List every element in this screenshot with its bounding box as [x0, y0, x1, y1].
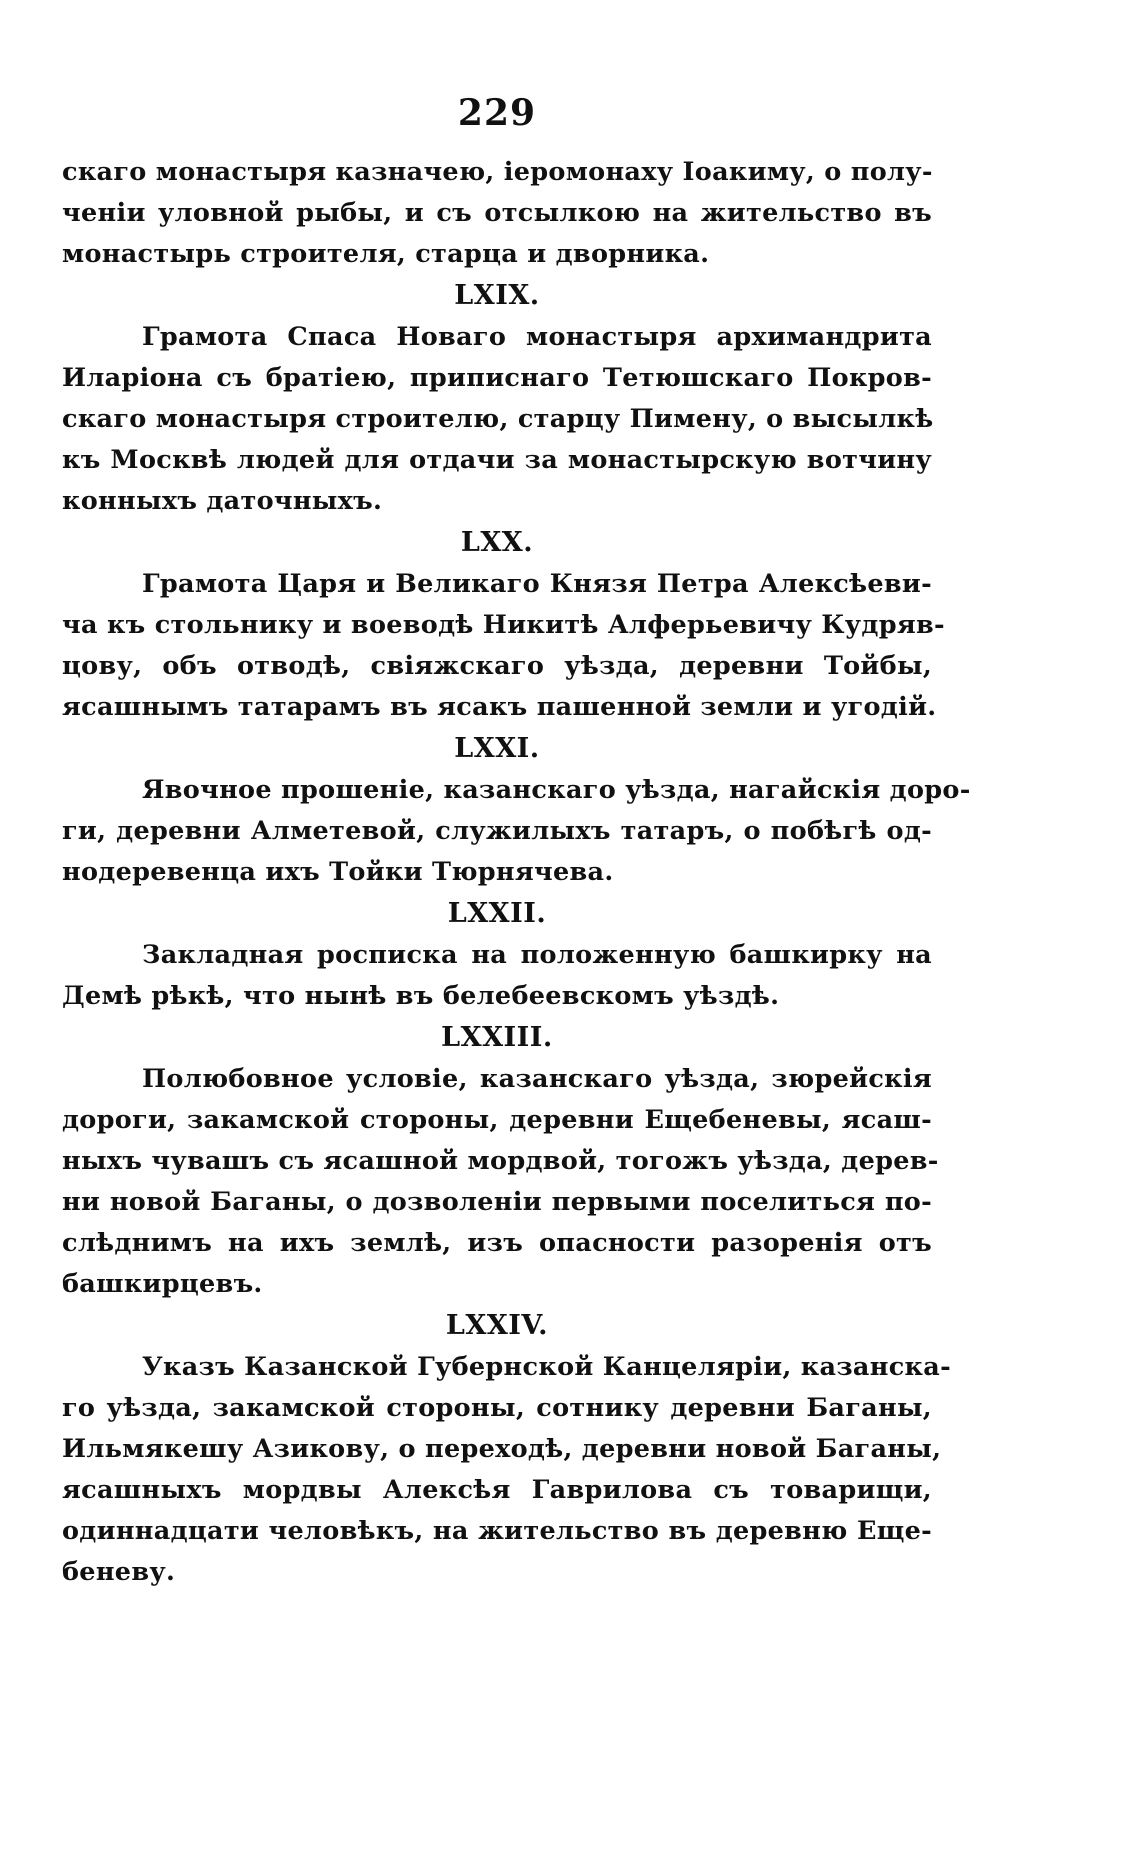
paragraph-line: ченіи уловной рыбы, и съ отсылкою на жительство въ — [62, 198, 932, 228]
paragraph-line: цову, объ отводѣ, свіяжскаго уѣзда, деревни Тойбы, — [62, 651, 932, 681]
entry-lxxi — [62, 728, 971, 893]
paragraph-line: скаго монастыря казначею, іеромонаху Іоакиму, о полу- — [62, 157, 933, 187]
entry-heading: LXIX. — [454, 280, 540, 311]
entry-lxix — [62, 275, 932, 522]
paragraph-line: Явочное прошеніе, казанскаго уѣзда, нагайскія доро- — [142, 775, 971, 805]
paragraph-line: го уѣзда, закамской стороны, сотнику деревни Баганы, — [62, 1393, 932, 1423]
paragraph-line: Иларіона съ братіею, приписнаго Тетюшскаго Покров- — [62, 363, 932, 393]
paragraph-line: Полюбовное условіе, казанскаго уѣзда, зюрейскія — [142, 1064, 932, 1094]
paragraph-line: ча къ стольнику и воеводѣ Никитѣ Алферьевичу Кудряв- — [62, 610, 945, 640]
paragraph-line: Указъ Казанской Губернской Канцеляріи, казанска- — [142, 1352, 951, 1382]
paragraph-line: нодеревенца ихъ Тойки Тюрнячева. — [62, 857, 614, 887]
book-page — [62, 92, 971, 1593]
paragraph-line: одиннадцати человѣкъ, на жительство въ деревню Еще- — [62, 1516, 932, 1546]
paragraph-line: беневу. — [62, 1557, 176, 1587]
opening-paragraph — [62, 152, 932, 275]
entry-lxxiv — [62, 1305, 951, 1593]
paragraph-line: ясашныхъ мордвы Алексѣя Гаврилова съ товарищи, — [62, 1475, 932, 1505]
entry-heading: LXXIII. — [441, 1022, 553, 1053]
paragraph-line: скаго монастыря строителю, старцу Пимену, о высылкѣ — [62, 404, 934, 434]
paragraph-line: Грамота Спаса Новаго монастыря архимандрита — [142, 322, 932, 352]
page-number: 229 — [457, 92, 537, 134]
paragraph-line: дороги, закамской стороны, деревни Ещебеневы, ясаш- — [62, 1105, 932, 1135]
paragraph-line: ныхъ чувашъ съ ясашной мордвой, тогожъ уѣзда, дерев- — [62, 1146, 939, 1176]
entry-heading: LXXI. — [454, 733, 540, 764]
paragraph-line: Ильмякешу Азикову, о переходѣ, деревни новой Баганы, — [62, 1434, 942, 1464]
entry-heading: LXXII. — [447, 898, 547, 929]
paragraph-line: Грамота Царя и Великаго Князя Петра Алексѣеви- — [142, 569, 932, 599]
paragraph-line: ги, деревни Алметевой, служилыхъ татаръ, о побѣгѣ од- — [62, 816, 932, 846]
paragraph-line: монастырь строителя, старца и дворника. — [62, 239, 710, 269]
entry-heading: LXX. — [460, 527, 534, 558]
entry-heading: LXXIV. — [445, 1310, 549, 1341]
paragraph-line: слѣднимъ на ихъ землѣ, изъ опасности разоренія отъ — [62, 1228, 932, 1258]
paragraph-line: башкирцевъ. — [62, 1269, 263, 1299]
paragraph-line: ни новой Баганы, о дозволеніи первыми поселиться по- — [62, 1187, 932, 1217]
paragraph-line: Демѣ рѣкѣ, что нынѣ въ белебеевскомъ уѣздѣ. — [62, 981, 780, 1011]
paragraph-line: Закладная росписка на положенную башкирку на — [142, 940, 932, 970]
entry-lxxiii — [62, 1017, 939, 1305]
entry-lxx — [62, 522, 945, 728]
paragraph-line: къ Москвѣ людей для отдачи за монастырскую вотчину — [62, 445, 932, 475]
paragraph-line: ясашнымъ татарамъ въ ясакъ пашенной земли и угодій. — [62, 692, 937, 722]
paragraph-line: конныхъ даточныхъ. — [62, 486, 383, 516]
entry-lxxii — [62, 893, 932, 1017]
